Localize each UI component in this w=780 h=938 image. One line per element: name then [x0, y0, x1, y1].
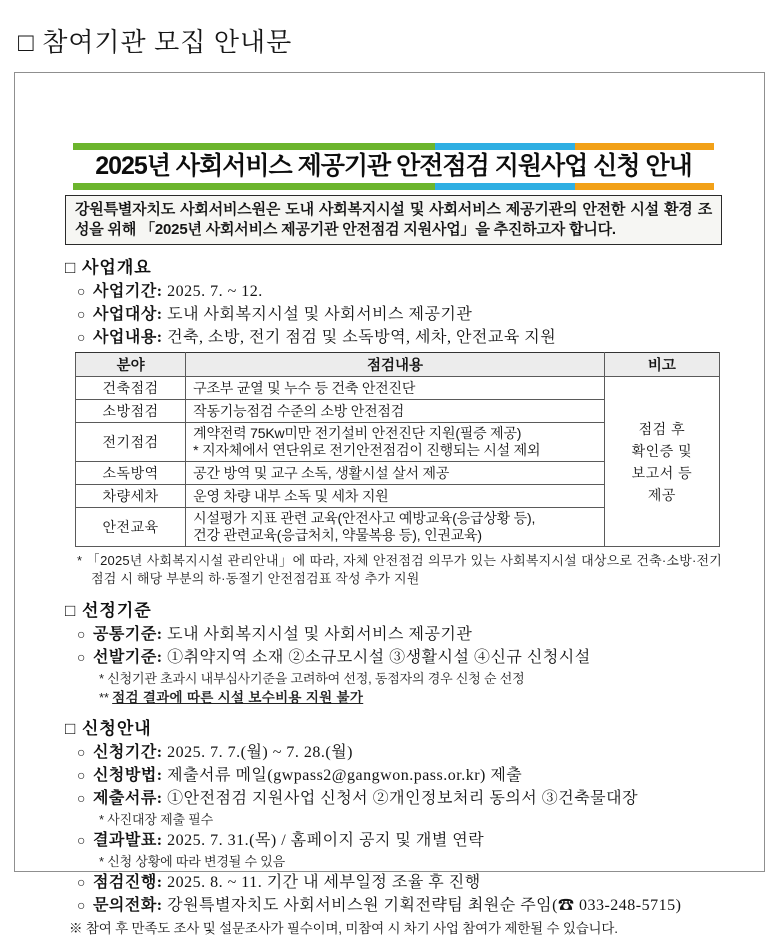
- content-line: 시설평가 지표 관련 교육(안전사고 예방교육(응급상황 등),: [193, 510, 536, 526]
- item-label: 점검진행:: [92, 874, 163, 891]
- circle-bullet: ○: [77, 329, 86, 345]
- item-contact-phone: [65, 895, 722, 916]
- row-field: 전기점검: [76, 423, 186, 462]
- item-value: 제출서류 메일(gwpass2@gangwon.pass.or.kr) 제출: [167, 767, 523, 784]
- remark-line: 확인증 및: [631, 442, 693, 459]
- item-label: 신청방법:: [92, 767, 163, 784]
- banner-stripe-top: [73, 143, 714, 150]
- row-field: 차량세차: [76, 485, 186, 508]
- participation-warning-note: ※ 참여 후 만족도 조사 및 설문조사가 필수이며, 미참여 시 차기 사업 참여가 제한될 수 있습니다.: [69, 921, 618, 936]
- item-label: 문의전화:: [92, 897, 163, 914]
- stripe-orange-segment: [575, 143, 714, 150]
- item-value: ①안전점검 지원사업 신청서 ②개인정보처리 동의서 ③건축물대장: [167, 790, 639, 807]
- item-label: 제출서류:: [92, 790, 163, 807]
- item-project-target: [65, 304, 722, 325]
- item-label: 사업대상:: [92, 306, 163, 323]
- item-result-announcement: [65, 830, 722, 851]
- item-value: 2025. 7. ~ 12.: [167, 283, 263, 300]
- row-content: [186, 423, 605, 462]
- item-selection-criteria: [65, 647, 722, 668]
- content-line: 계약전력 75Kw미만 전기설비 안전진단 지원(필증 제공): [193, 425, 522, 441]
- item-label: 선발기준:: [92, 649, 163, 666]
- remark-line: 제공: [647, 486, 676, 503]
- item-value: ①취약지역 소재 ②소규모시설 ③생활시설 ④신규 신청시설: [167, 649, 591, 666]
- column-header-content: 점검내용: [186, 353, 605, 377]
- remark-line: 보고서 등: [631, 464, 693, 481]
- section-title-overview: □ 사업개요: [65, 258, 152, 277]
- banner-title: 2025년 사회서비스 제공기관 안전점검 지원사업 신청 안내: [95, 152, 692, 180]
- table-header-row: [76, 353, 720, 377]
- section-title-application: □ 신청안내: [65, 719, 152, 738]
- item-value: 2025. 7. 7.(월) ~ 7. 28.(월): [167, 744, 354, 761]
- submission-note: * 사진대장 제출 필수: [99, 812, 213, 827]
- banner-stripe-bottom: [73, 183, 714, 190]
- item-label: 신청기간:: [92, 744, 163, 761]
- stripe-green-segment: [73, 143, 435, 150]
- item-value: 2025. 7. 31.(목) / 홈페이지 공지 및 개별 연락: [167, 832, 485, 849]
- item-project-period: [65, 281, 722, 302]
- content-line: 건강 관련교육(응급처치, 약물복용 등), 인권교육): [193, 527, 482, 543]
- result-note: * 신청 상황에 따라 변경될 수 있음: [99, 854, 285, 869]
- circle-bullet: ○: [77, 767, 86, 783]
- item-submission-documents: [65, 788, 722, 809]
- criteria-warning: [65, 690, 722, 706]
- item-value: 도내 사회복지시설 및 사회서비스 제공기관: [167, 626, 473, 643]
- item-value: 강원특별자치도 사회서비스원 기획전략팀 최원순 주임(☎ 033-248-5715): [167, 897, 682, 914]
- section-title-criteria: □ 선정기준: [65, 601, 152, 620]
- stripe-orange-segment: [575, 183, 714, 190]
- stripe-green-segment: [73, 183, 435, 190]
- row-content: 운영 차량 내부 소독 및 세차 지원: [186, 485, 605, 508]
- item-inspection-schedule: [65, 872, 722, 893]
- row-field: 소독방역: [76, 462, 186, 485]
- warning-prefix: **: [99, 690, 109, 705]
- item-application-method: [65, 765, 722, 786]
- criteria-note: * 신청기관 초과시 내부심사기준을 고려하여 선정, 동점자의 경우 신청 순 선정: [99, 671, 525, 686]
- item-label: 사업내용:: [92, 329, 163, 346]
- circle-bullet: ○: [77, 744, 86, 760]
- item-value: 2025. 8. ~ 11. 기간 내 세부일정 조율 후 진행: [167, 874, 481, 891]
- circle-bullet: ○: [77, 832, 86, 848]
- row-field: 소방점검: [76, 400, 186, 423]
- circle-bullet: ○: [77, 306, 86, 322]
- warning-text: 점검 결과에 따른 시설 보수비용 지원 불가: [112, 690, 364, 705]
- item-common-criteria: [65, 624, 722, 645]
- announcement-box: [14, 72, 765, 936]
- row-content: [186, 508, 605, 547]
- column-header-field: 분야: [76, 353, 186, 377]
- circle-bullet: ○: [77, 897, 86, 913]
- circle-bullet: ○: [77, 790, 86, 806]
- remark-line: 점검 후: [638, 420, 686, 437]
- stripe-blue-segment: [435, 143, 574, 150]
- circle-bullet: ○: [77, 626, 86, 642]
- column-header-remark: 비고: [604, 353, 719, 377]
- row-content: 작동기능점검 수준의 소방 안전점검: [186, 400, 605, 423]
- row-field: 건축점검: [76, 377, 186, 400]
- item-value: 도내 사회복지시설 및 사회서비스 제공기관: [167, 306, 473, 323]
- item-label: 결과발표:: [92, 832, 163, 849]
- circle-bullet: ○: [77, 283, 86, 299]
- announcement-content: [15, 73, 764, 938]
- row-field: 안전교육: [76, 508, 186, 547]
- content-line: * 지자체에서 연단위로 전기안전점검이 진행되는 시설 제외: [193, 442, 541, 458]
- row-content: 공간 방역 및 교구 소독, 생활시설 살서 제공: [186, 462, 605, 485]
- row-content: 구조부 균열 및 누수 등 건축 안전진단: [186, 377, 605, 400]
- item-application-period: [65, 742, 722, 763]
- title-banner: [73, 143, 714, 190]
- circle-bullet: ○: [77, 649, 86, 665]
- remark-cell: [604, 377, 719, 547]
- table-row: [76, 377, 720, 400]
- inspection-table: [75, 352, 720, 547]
- stripe-blue-segment: [435, 183, 574, 190]
- item-label: 사업기간:: [92, 283, 163, 300]
- page-title: □ 참여기관 모집 안내문: [18, 28, 293, 57]
- item-value: 건축, 소방, 전기 점검 및 소독방역, 세차, 안전교육 지원: [167, 329, 557, 346]
- table-footnote: * 「2025년 사회복지시설 관리안내」에 따라, 자체 안전점검 의무가 있는 사회복지시설 대상으로 건축·소방·전기 점검 시 해당 부분의 하·동절기 안전점검표 작성 추가 지원: [77, 553, 722, 586]
- item-label: 공통기준:: [92, 626, 163, 643]
- item-project-content: [65, 327, 722, 348]
- intro-box: 강원특별자치도 사회서비스원은 도내 사회복지시설 및 사회서비스 제공기관의 안전한 시설 환경 조성을 위해 「2025년 사회서비스 제공기관 안전점검 지원사업」을 추진하고자 합니다.: [65, 195, 722, 245]
- circle-bullet: ○: [77, 874, 86, 890]
